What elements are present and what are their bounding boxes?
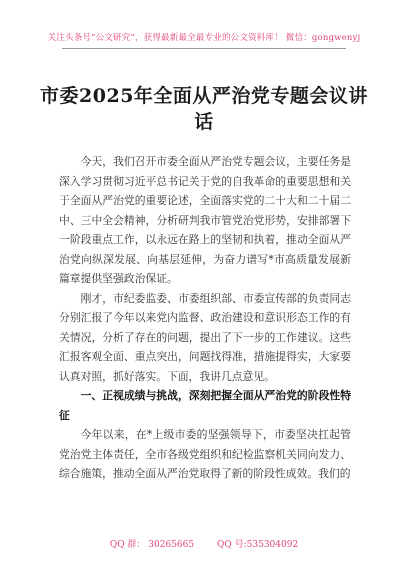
header-divider <box>62 48 346 49</box>
paragraph-intro: 今天，我们召开市委全面从严治党专题会议，主要任务是深入学习贯彻习近平总书记关于党的自我革命的重要思想和关于全面从严治党的重要论述，全面落实党的二十大和二十届二中、三中全会精神，分析研判我市管党治党形势，安排部署下一阶段重点工作，以永远在路上的坚韧和执着，推动全面从严治党向纵深发展、向基层延伸，为奋力谱写*市高质量发展新篇章提供坚强政治保证。 <box>59 155 351 285</box>
footer-contact <box>0 537 408 550</box>
paragraph-section-one: 今年以来，在*上级市委的坚强领导下，市委坚决扛起管党治党主体责任，全市各级党组织和纪检监察机关同向发力、综合施策，推动全面从严治党取得了新的阶段性成效。我们的 <box>59 428 351 480</box>
footer-qq-number: QQ 号:535304092 <box>216 540 299 550</box>
section-heading: 一、正视成绩与挑战，深刻把握全面从严治党的阶段性特征 <box>59 389 351 422</box>
paragraph-reports: 刚才，市纪委监委、市委组织部、市委宣传部的负责同志分别汇报了今年以来党内监督、政治建设和意识形态工作的有关情况，分析了存在的问题，提出了下一步的工作建议。这些汇报客观全面、重点突出，问题找得准，措施提得实，大家要认真对照，抓好落实。下面，我讲几点意见。 <box>59 291 351 383</box>
document-body <box>59 152 351 484</box>
footer-qq-group: QQ 群： 30265665 <box>109 540 195 550</box>
document-title: 市委2025年全面从严治党专题会议讲话 <box>40 85 368 133</box>
header-note: 关注头条号“公文研究”，获得最新最全最专业的公文资料库！ 微信：gongwenyj <box>47 33 361 43</box>
